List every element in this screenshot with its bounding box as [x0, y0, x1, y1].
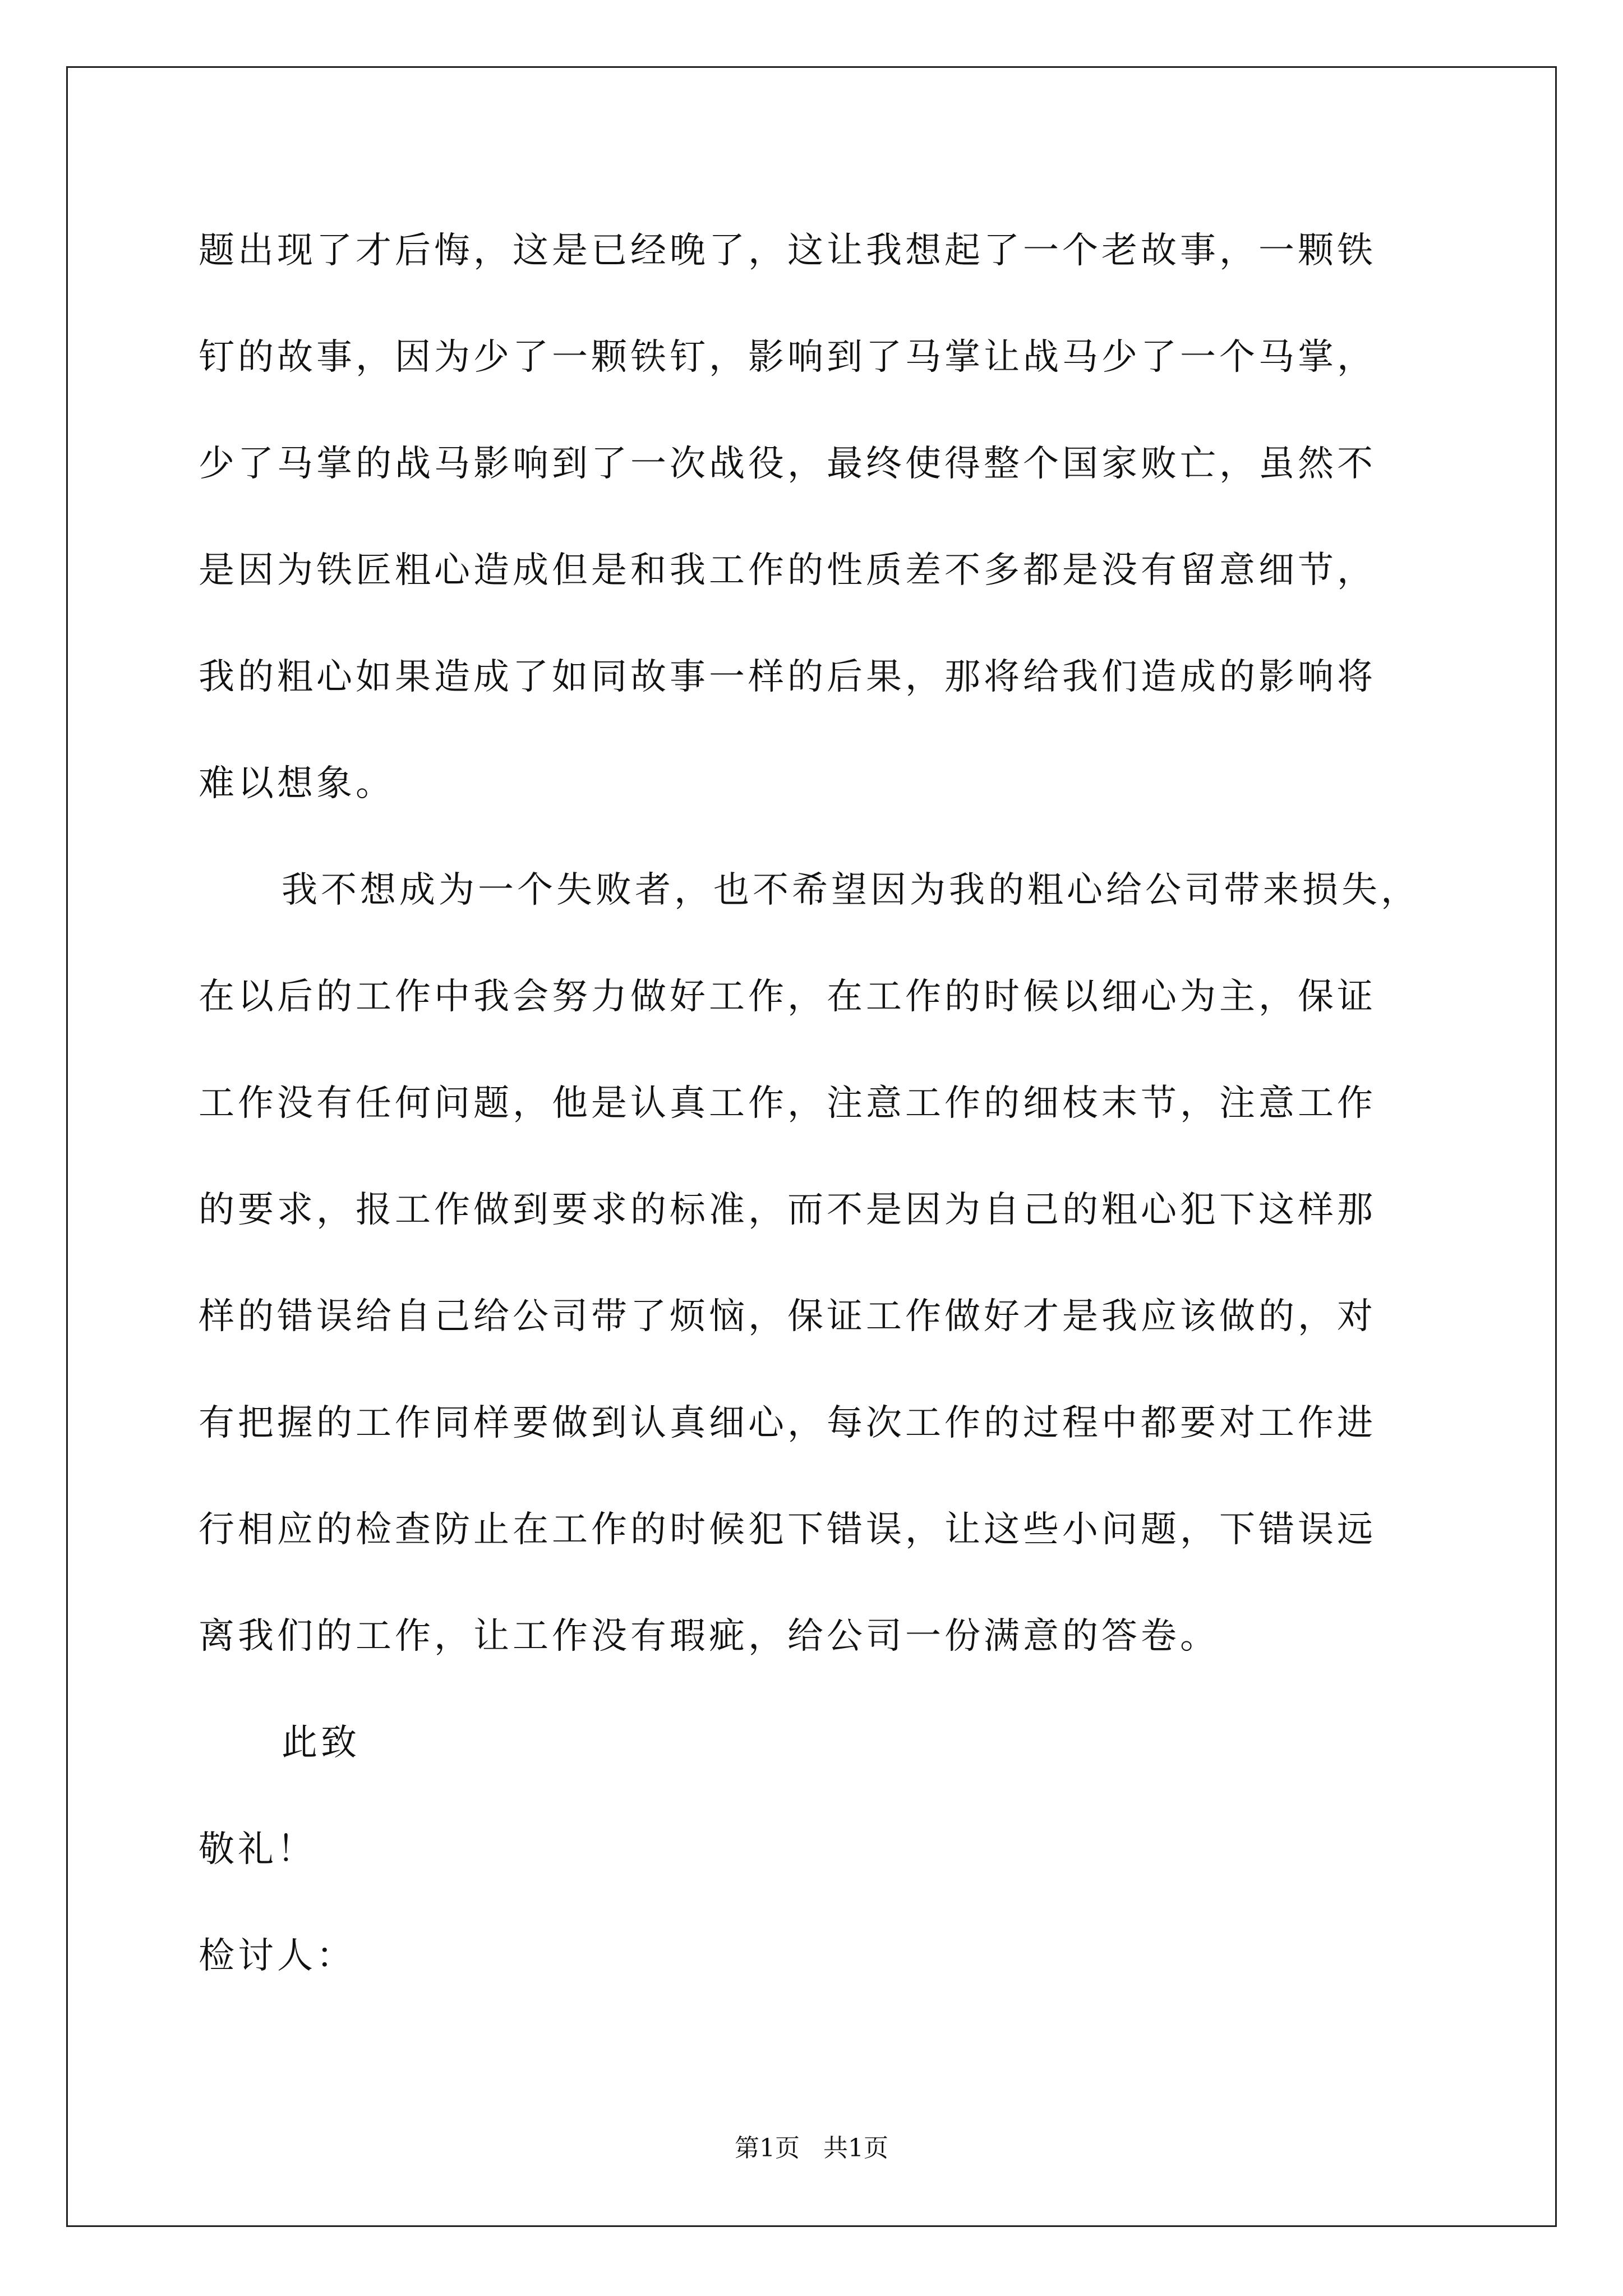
body-line: 有把握的工作同样要做到认真细心，每次工作的过程中都要对工作进 — [199, 1402, 1376, 1444]
body-line: 样的错误给自己给公司带了烦恼，保证工作做好才是我应该做的，对 — [199, 1296, 1376, 1337]
body-line: 行相应的检查防止在工作的时候犯下错误，让这些小问题，下错误远 — [199, 1509, 1376, 1550]
signature-label: 检讨人： — [199, 1935, 356, 1977]
page-number: 第1页 — [735, 2134, 800, 2162]
body-line: 是因为铁匠粗心造成但是和我工作的性质差不多都是没有留意细节， — [199, 550, 1376, 591]
page-footer — [0, 2132, 1623, 2165]
body-line: 我不想成为一个失败者，也不希望因为我的粗心给公司带来损失， — [282, 869, 1420, 911]
body-line: 离我们的工作，让工作没有瑕疵，给公司一份满意的答卷。 — [199, 1616, 1219, 1657]
salute-text: 敬礼！ — [199, 1829, 316, 1870]
body-line: 难以想象。 — [199, 763, 395, 804]
body-line: 我的粗心如果造成了如同故事一样的后果，那将给我们造成的影响将 — [199, 656, 1376, 698]
body-line: 工作没有任何问题，他是认真工作，注意工作的细枝末节，注意工作 — [199, 1083, 1376, 1124]
body-line: 题出现了才后悔，这是已经晚了，这让我想起了一个老故事，一颗铁 — [199, 230, 1376, 272]
page-border — [66, 66, 1557, 2227]
body-line: 少了马掌的战马影响到了一次战役，最终使得整个国家败亡，虽然不 — [199, 443, 1376, 485]
page-total: 共1页 — [823, 2134, 888, 2162]
body-line: 的要求，报工作做到要求的标准，而不是因为自己的粗心犯下这样那 — [199, 1189, 1376, 1231]
closing-text: 此致 — [282, 1722, 360, 1764]
body-line: 在以后的工作中我会努力做好工作，在工作的时候以细心为主，保证 — [199, 976, 1376, 1018]
body-line: 钉的故事，因为少了一颗铁钉，影响到了马掌让战马少了一个马掌， — [199, 337, 1376, 378]
